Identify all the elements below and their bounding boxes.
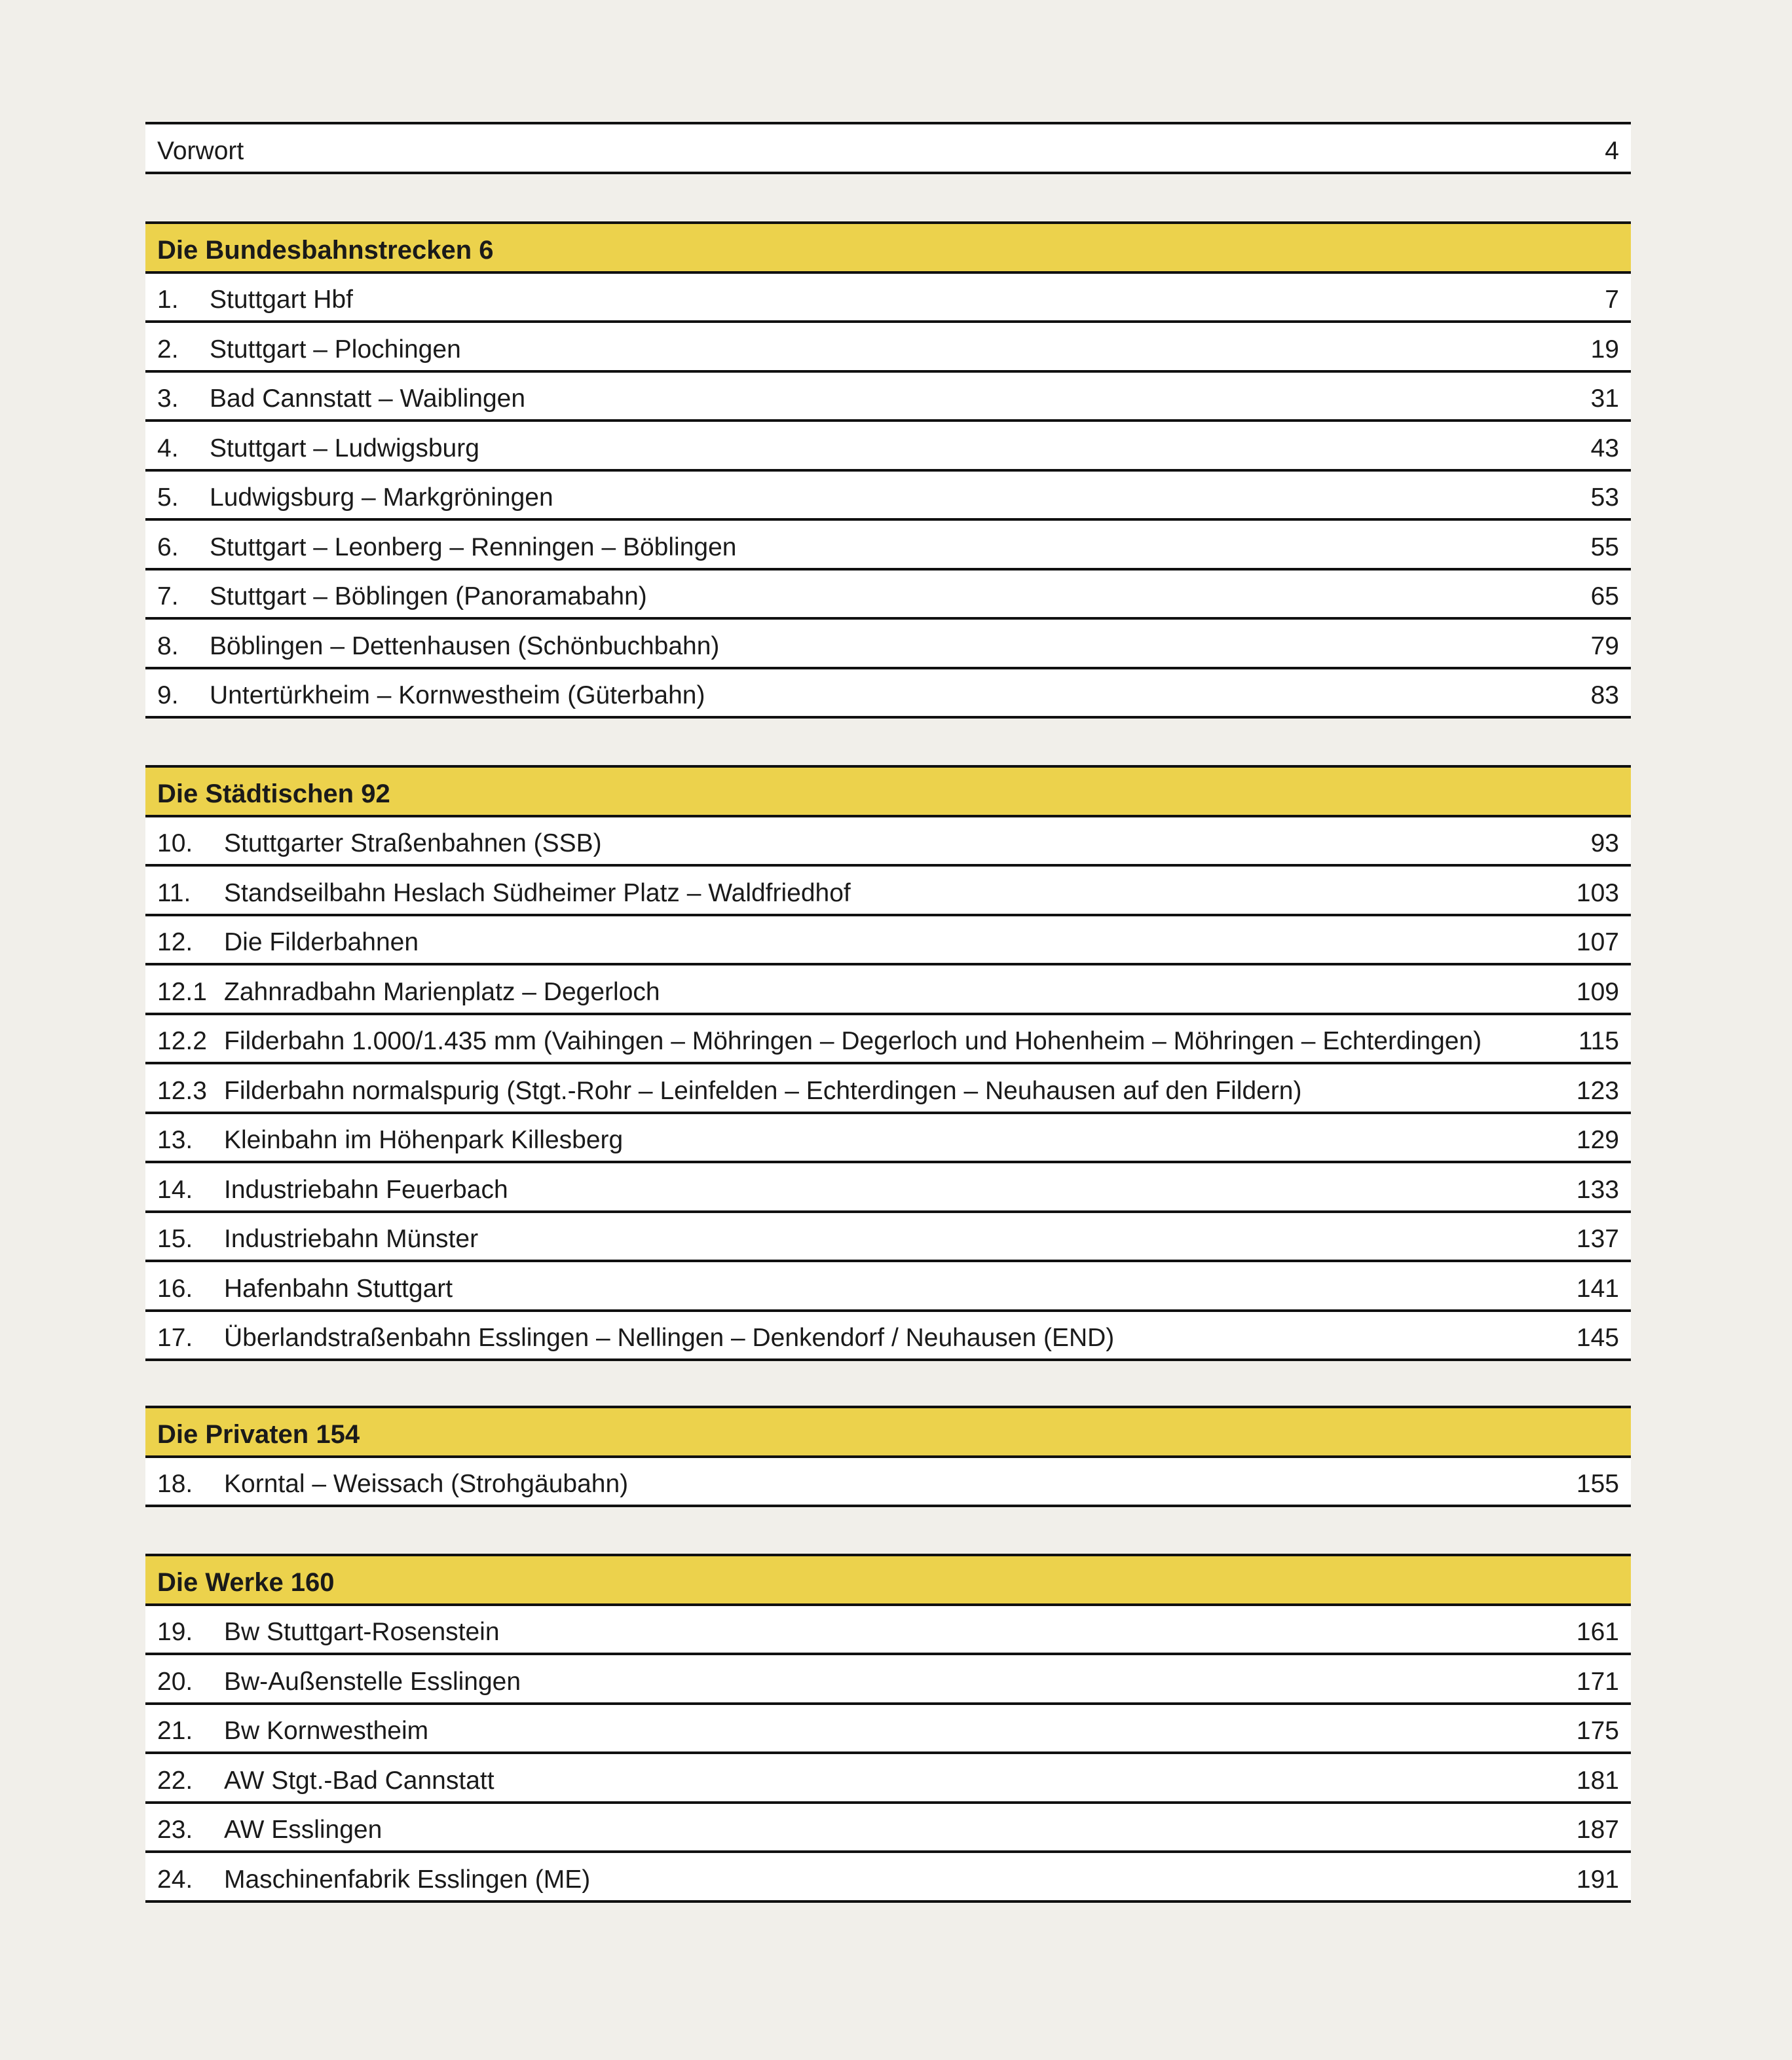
entry-number: 11. (157, 878, 191, 907)
toc-entry[interactable] (145, 1853, 1631, 1903)
entry-page: 7 (1605, 286, 1619, 314)
entry-page: 83 (1590, 681, 1619, 709)
entry-title: Industriebahn Münster (224, 1225, 479, 1253)
entry-title: Böblingen – Dettenhausen (Schönbuchbahn) (210, 631, 720, 660)
entry-title: Standseilbahn Heslach Südheimer Platz – Waldfriedhof (224, 878, 851, 907)
entry-page: 175 (1576, 1717, 1619, 1745)
entry-title: Hafenbahn Stuttgart (224, 1274, 453, 1303)
entry-number: 15. (157, 1225, 193, 1253)
entry-number: 2. (157, 335, 179, 364)
entry-title: Stuttgart Hbf (210, 286, 353, 314)
entry-number: 23. (157, 1816, 193, 1844)
toc-entry-preface[interactable] (145, 124, 1631, 174)
preface-block (145, 122, 1631, 174)
entry-number: 9. (157, 681, 179, 709)
entry-number: 3. (157, 384, 179, 413)
entry-page: 115 (1578, 1027, 1619, 1055)
toc-entry[interactable] (145, 422, 1631, 472)
section-heading[interactable] (145, 1556, 1631, 1606)
entry-number: 17. (157, 1324, 193, 1352)
toc-entry[interactable] (145, 274, 1631, 324)
entry-number: 13. (157, 1126, 193, 1154)
section-heading[interactable] (145, 1408, 1631, 1458)
entry-title: Kleinbahn im Höhenpark Killesberg (224, 1126, 624, 1154)
entry-page: 123 (1576, 1076, 1619, 1105)
toc-section (145, 221, 1631, 719)
section-heading[interactable] (145, 224, 1631, 274)
entry-title: AW Esslingen (224, 1816, 383, 1844)
entry-number: 6. (157, 533, 179, 561)
entry-page: 31 (1590, 384, 1619, 413)
entry-page: 145 (1576, 1324, 1619, 1352)
entry-title: Maschinenfabrik Esslingen (ME) (224, 1865, 591, 1894)
toc-section (145, 1554, 1631, 1903)
entry-title: Filderbahn 1.000/1.435 mm (Vaihingen – Möhringen – Degerloch und Hohenheim – Möhringen – Echterdingen) (224, 1027, 1482, 1055)
entry-page: 181 (1576, 1766, 1619, 1795)
entry-number: 12. (157, 928, 193, 956)
entry-page: 4 (1605, 136, 1619, 165)
entry-number: 20. (157, 1667, 193, 1696)
entry-page: 191 (1576, 1865, 1619, 1894)
entry-title: AW Stgt.-Bad Cannstatt (224, 1766, 495, 1795)
entry-title: Stuttgart – Plochingen (210, 335, 461, 364)
entry-title: Industriebahn Feuerbach (224, 1175, 508, 1204)
entry-number: 12.3 (157, 1076, 207, 1105)
section-heading[interactable] (145, 768, 1631, 817)
entry-page: 171 (1576, 1667, 1619, 1696)
entry-page: 103 (1576, 878, 1619, 907)
toc-entry[interactable] (145, 817, 1631, 867)
toc-entry[interactable] (145, 1015, 1631, 1065)
entry-title: Vorwort (157, 136, 244, 165)
toc-entry[interactable] (145, 867, 1631, 916)
entry-title: Ludwigsburg – Markgröningen (210, 483, 553, 512)
entry-number: 24. (157, 1865, 193, 1894)
entry-number: 1. (157, 286, 179, 314)
toc-entry[interactable] (145, 1458, 1631, 1508)
entry-title: Stuttgart – Böblingen (Panoramabahn) (210, 582, 647, 610)
entry-title: Stuttgarter Straßenbahnen (SSB) (224, 829, 602, 857)
toc-section (145, 1406, 1631, 1507)
entry-title: Bad Cannstatt – Waiblingen (210, 384, 526, 413)
toc-entry[interactable] (145, 1754, 1631, 1804)
entry-number: 19. (157, 1618, 193, 1646)
entry-number: 8. (157, 631, 179, 660)
entry-page: 53 (1590, 483, 1619, 512)
toc-entry[interactable] (145, 571, 1631, 620)
entry-title: Stuttgart – Leonberg – Renningen – Böblingen (210, 533, 737, 561)
entry-number: 12.1 (157, 977, 207, 1006)
entry-number: 14. (157, 1175, 193, 1204)
entry-page: 161 (1576, 1618, 1619, 1646)
entry-title: Stuttgart – Ludwigsburg (210, 434, 479, 462)
toc-entry[interactable] (145, 1262, 1631, 1312)
entry-number: 21. (157, 1717, 193, 1745)
entry-number: 10. (157, 829, 193, 857)
toc-entry[interactable] (145, 1114, 1631, 1164)
entry-number: 12.2 (157, 1027, 207, 1055)
entry-title: Bw Stuttgart-Rosenstein (224, 1618, 500, 1646)
toc-entry[interactable] (145, 373, 1631, 422)
toc-entry[interactable] (145, 1606, 1631, 1656)
entry-page: 55 (1590, 533, 1619, 561)
entry-title: Filderbahn normalspurig (Stgt.-Rohr – Leinfelden – Echterdingen – Neuhausen auf den Fildern) (224, 1076, 1302, 1105)
entry-page: 133 (1576, 1175, 1619, 1204)
entry-number: 5. (157, 483, 179, 512)
entry-page: 129 (1576, 1126, 1619, 1154)
entry-title: Untertürkheim – Kornwestheim (Güterbahn) (210, 681, 705, 709)
entry-page: 141 (1576, 1274, 1619, 1303)
toc-entry[interactable] (145, 472, 1631, 521)
entry-page: 137 (1576, 1225, 1619, 1253)
entry-number: 16. (157, 1274, 193, 1303)
section-heading-text: Die Privaten 154 (157, 1419, 360, 1449)
toc-entry[interactable] (145, 323, 1631, 373)
toc-entry[interactable] (145, 1163, 1631, 1213)
entry-page: 65 (1590, 582, 1619, 610)
entry-page: 79 (1590, 631, 1619, 660)
toc-entry[interactable] (145, 1312, 1631, 1362)
toc-entry[interactable] (145, 1655, 1631, 1705)
entry-title: Bw Kornwestheim (224, 1717, 429, 1745)
toc-entry[interactable] (145, 916, 1631, 966)
entry-number: 22. (157, 1766, 193, 1795)
entry-title: Überlandstraßenbahn Esslingen – Nellingen – Denkendorf / Neuhausen (END) (224, 1324, 1115, 1352)
entry-page: 187 (1576, 1816, 1619, 1844)
entry-page: 19 (1590, 335, 1619, 364)
entry-page: 107 (1576, 928, 1619, 956)
entry-page: 43 (1590, 434, 1619, 462)
entry-number: 4. (157, 434, 179, 462)
entry-page: 155 (1576, 1470, 1619, 1498)
section-heading-text: Die Bundesbahnstrecken 6 (157, 235, 494, 265)
entry-title: Bw-Außenstelle Esslingen (224, 1667, 521, 1696)
toc-entry[interactable] (145, 1705, 1631, 1755)
section-heading-text: Die Städtischen 92 (157, 779, 390, 808)
entry-title: Die Filderbahnen (224, 928, 419, 956)
toc-entry[interactable] (145, 965, 1631, 1015)
toc-entry[interactable] (145, 1804, 1631, 1854)
entry-number: 7. (157, 582, 179, 610)
toc-section (145, 765, 1631, 1361)
entry-page: 93 (1590, 829, 1619, 857)
toc-entry[interactable] (145, 669, 1631, 719)
section-heading-text: Die Werke 160 (157, 1567, 335, 1597)
toc-entry[interactable] (145, 521, 1631, 571)
entry-title: Korntal – Weissach (Strohgäubahn) (224, 1470, 629, 1498)
entry-page: 109 (1576, 977, 1619, 1006)
toc-entry[interactable] (145, 620, 1631, 669)
toc-entry[interactable] (145, 1064, 1631, 1114)
toc-entry[interactable] (145, 1213, 1631, 1263)
entry-title: Zahnradbahn Marienplatz – Degerloch (224, 977, 660, 1006)
entry-number: 18. (157, 1470, 193, 1498)
